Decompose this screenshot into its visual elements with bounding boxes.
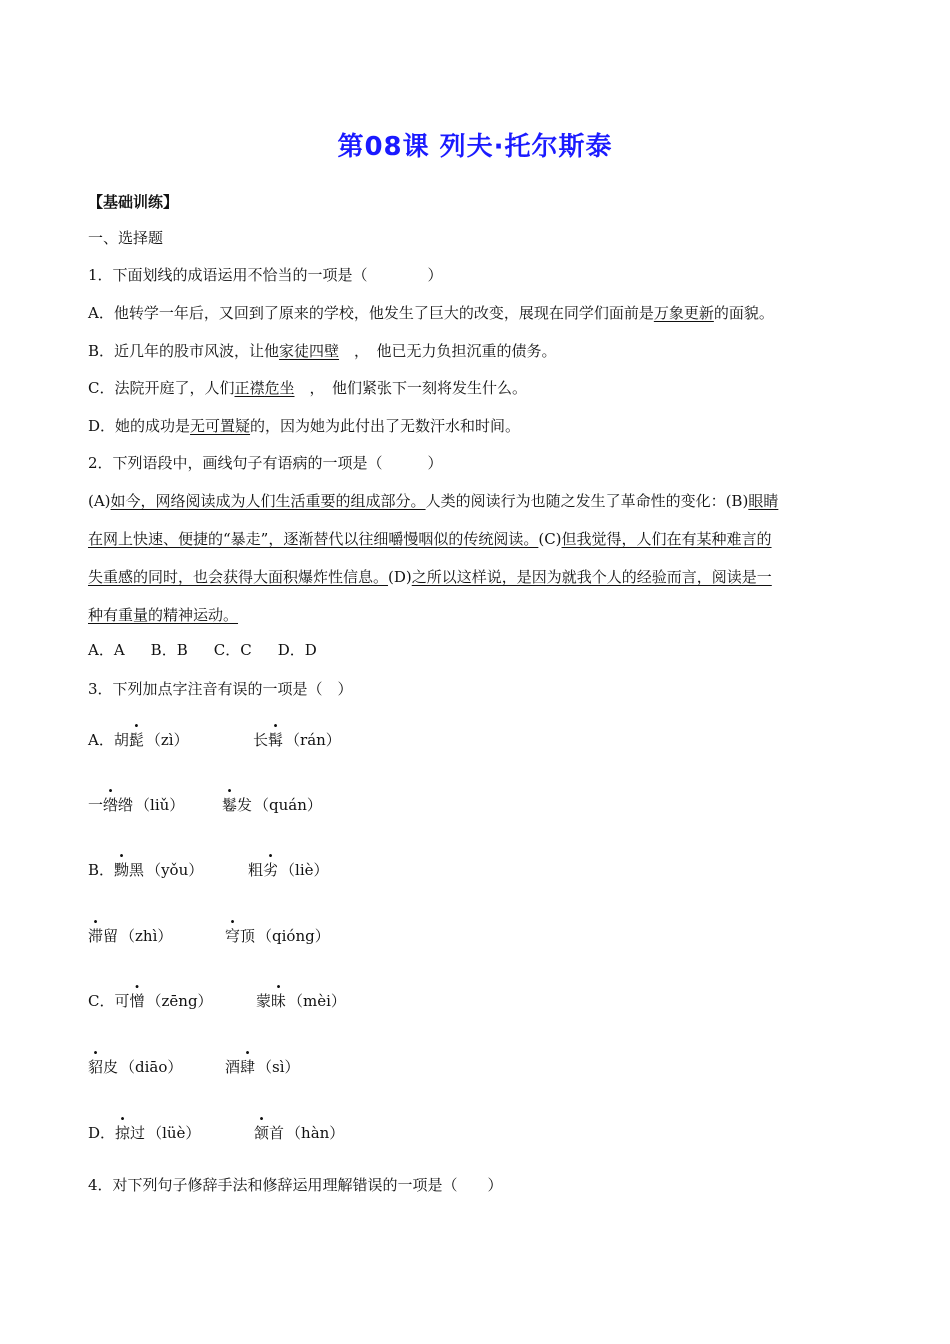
q3-option-b-row-1 [88, 860, 203, 880]
q3-d2-char: 首 [269, 1124, 285, 1142]
q1-c-tail: ， 他们紧张下一刻将发生什么。 [294, 379, 528, 397]
q3-b4-pinyin: （qióng） [257, 927, 330, 945]
q3-c3-dotted-char: 貂 [88, 1058, 104, 1076]
q3-b1-dotted-char: 黝 [114, 861, 130, 879]
q2-option-b: B．B [150, 641, 188, 659]
q3-option-d-row-1 [88, 1123, 200, 1143]
q3-a2-dotted-char: 髯 [268, 731, 284, 749]
q3-d1-dotted-char: 掠 [115, 1124, 131, 1142]
q2-sentence-d-cont: 种有重量的精神运动。 [88, 606, 239, 624]
q4-stem: 4．对下列句子修辞手法和修辞运用理解错误的一项是（ ） [88, 1176, 503, 1194]
q3-option-c-item-2 [256, 991, 346, 1011]
q3-a1-char: 胡 [113, 731, 129, 749]
part-label: 一、选择题 [88, 229, 164, 247]
q1-d-idiom: 无可置疑 [190, 417, 251, 435]
q3-a3-pinyin: （liǔ） [135, 796, 185, 814]
q1-b-text: B．近几年的股市风波，让他 [88, 342, 280, 360]
q2-passage-line-1 [88, 491, 778, 511]
q2-option-a: A．A [88, 641, 125, 659]
q3-option-b-item-3 [88, 926, 172, 946]
q2-options [88, 640, 317, 660]
q3-a1-pinyin: （zì） [145, 731, 189, 749]
q3-b3-pinyin: （zhì） [120, 927, 173, 945]
q3-option-c-item-3 [88, 1057, 182, 1077]
q2-option-c: C．C [213, 641, 252, 659]
q3-b1-char: 黑 [129, 861, 145, 879]
q3-stem: 3．下列加点字注音有误的一项是（ ） [88, 680, 353, 698]
q1-c-text: C．法院开庭了，人们 [88, 379, 235, 397]
q2-marker-b: (B) [725, 492, 749, 510]
page-title: 第08课 列夫·托尔斯泰 [337, 132, 613, 162]
q3-option-d-item-2 [254, 1123, 344, 1143]
q2-passage-line-3 [88, 567, 772, 587]
q3-a4-pinyin: （quán） [254, 796, 322, 814]
q1-option-c [88, 378, 527, 398]
q3-c3-char: 皮 [103, 1058, 119, 1076]
q3-c-label: C． [88, 992, 115, 1010]
q3-a3-char: 一 [88, 796, 104, 814]
q1-option-b [88, 341, 557, 361]
q3-a-label: A． [88, 731, 114, 749]
q3-c3-pinyin: （diāo） [120, 1058, 183, 1076]
q3-d2-dotted-char: 颔 [254, 1124, 270, 1142]
q2-stem: 2．下列语段中，画线句子有语病的一项是（ ） [88, 454, 443, 472]
q3-b4-dotted-char: 穹 [225, 927, 241, 945]
q1-stem: 1．下面划线的成语运用不恰当的一项是（ ） [88, 266, 443, 284]
q3-a2-pinyin: （rán） [285, 731, 341, 749]
q3-b4-char: 顶 [240, 927, 256, 945]
q1-c-idiom: 正襟危坐 [234, 379, 295, 397]
q3-c1-pinyin: （zēng） [146, 992, 213, 1010]
q3-a1-dotted-char: 髭 [128, 731, 144, 749]
q3-option-a-item-2 [253, 730, 341, 750]
q3-d-label: D． [88, 1124, 116, 1142]
q3-d2-pinyin: （hàn） [286, 1124, 345, 1142]
q3-b2-char: 粗 [248, 861, 264, 879]
q2-sentence-a: 如今，网络阅读成为人们生活重要的组成部分。 [110, 492, 426, 510]
q3-a4-char: 发 [237, 796, 253, 814]
q3-d1-char: 过 [130, 1124, 146, 1142]
q2-sentence-c-cont: 失重感的同时，也会获得大面积爆炸性信息。 [88, 568, 389, 586]
q2-option-d: D．D [277, 641, 317, 659]
q1-option-a [88, 303, 774, 323]
q1-a-tail: 的面貌。 [713, 304, 774, 322]
q3-option-a-item-4 [222, 795, 322, 815]
q3-b3-dotted-char: 滞 [88, 927, 104, 945]
q1-b-tail: ， 他已无力负担沉重的债务。 [339, 342, 557, 360]
q3-option-b-item-4 [225, 926, 330, 946]
q3-b3-char: 留 [103, 927, 119, 945]
q3-option-a-item-3 [88, 795, 184, 815]
q3-c2-dotted-char: 昧 [271, 992, 287, 1010]
q2-sentence-c: 但我觉得，人们在有某种难言的 [561, 530, 772, 548]
q3-a3-char-2: 绺 [118, 796, 134, 814]
q3-c4-pinyin: （sì） [257, 1058, 300, 1076]
q1-d-tail: 的，因为她为此付出了无数汗水和时间。 [250, 417, 521, 435]
q2-marker-c: (C) [538, 530, 562, 548]
q3-a2-char: 长 [253, 731, 269, 749]
q3-b2-dotted-char: 劣 [263, 861, 279, 879]
q3-c1-char: 可 [114, 992, 130, 1010]
q2-passage-line-4 [88, 605, 238, 625]
q3-option-a-row-1 [88, 730, 189, 750]
q1-a-text: A．他转学一年后，又回到了原来的学校，他发生了巨大的改变，展现在同学们面前是 [88, 304, 654, 322]
q3-c4-char: 酒 [225, 1058, 241, 1076]
q3-option-c-item-4 [225, 1057, 300, 1077]
q2-sentence-d: 之所以这样说，是因为就我个人的经验而言，阅读是一 [411, 568, 772, 586]
q3-a3-dotted-char: 绺 [103, 796, 119, 814]
q2-marker-a: (A) [88, 492, 111, 510]
q3-c1-dotted-char: 憎 [129, 992, 145, 1010]
q2-sentence-b-cont: 在网上快速、便捷的“暴走”，逐渐替代以往细嚼慢咽似的传统阅读。 [88, 530, 539, 548]
q3-c2-char: 蒙 [256, 992, 272, 1010]
q3-b-label: B． [88, 861, 115, 879]
q2-plain-text: 人类的阅读行为也随之发生了革命性的变化： [425, 492, 726, 510]
q3-c2-pinyin: （mèi） [288, 992, 346, 1010]
q1-option-d [88, 416, 520, 436]
q2-sentence-b: 眼睛 [748, 492, 779, 510]
q1-d-text: D．她的成功是 [88, 417, 191, 435]
q3-b1-pinyin: （yǒu） [146, 861, 204, 879]
section-header: 【基础训练】 [88, 193, 179, 211]
q1-a-idiom: 万象更新 [653, 304, 714, 322]
q2-marker-d: (D) [388, 568, 412, 586]
q3-c4-dotted-char: 肆 [240, 1058, 256, 1076]
q3-b2-pinyin: （liè） [280, 861, 329, 879]
q3-d1-pinyin: （lüè） [147, 1124, 201, 1142]
q3-a4-dotted-char: 鬈 [222, 796, 238, 814]
q3-option-c-row-1 [88, 991, 213, 1011]
q2-passage-line-2 [88, 529, 772, 549]
q1-b-idiom: 家徒四壁 [279, 342, 340, 360]
q3-option-b-item-2 [248, 860, 329, 880]
